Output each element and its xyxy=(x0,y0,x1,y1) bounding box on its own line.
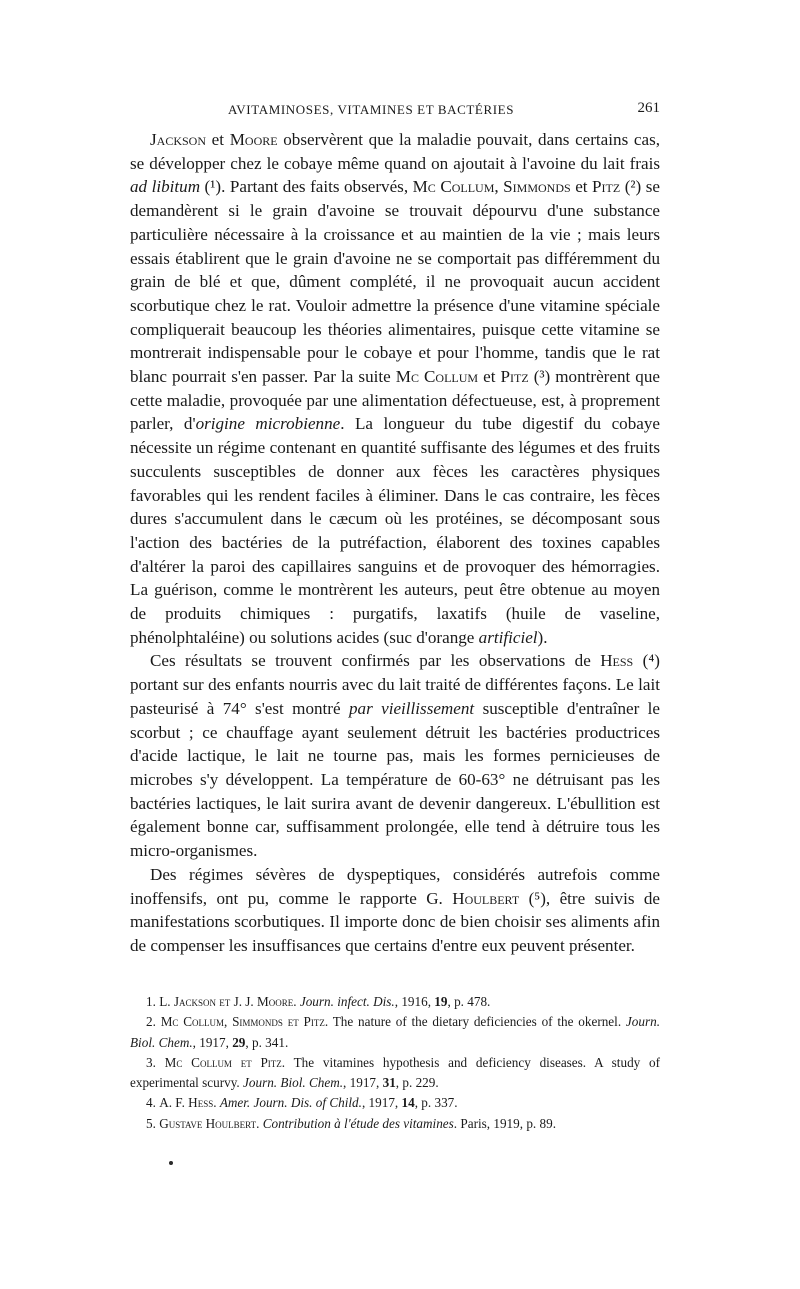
footnote-journal: Journ. Biol. Chem. xyxy=(243,1075,344,1091)
text-run: (¹). Partant des faits observés, xyxy=(200,177,413,197)
text-run: (⁴) portant sur des enfants nourris avec du lait traité de différentes façons. Le lait pasteurisé à 74° s'est montré xyxy=(130,651,660,718)
author-name: Mc Collum xyxy=(395,367,479,387)
body-text xyxy=(130,128,660,958)
author-name: Mc Collum, Simmonds xyxy=(412,177,571,197)
footnote-journal: Journ. infect. Dis. xyxy=(299,994,395,1009)
text-run: et xyxy=(570,177,593,197)
text-run: et xyxy=(206,130,230,149)
author-name: Pitz xyxy=(592,177,621,197)
footnote-volume: 14 xyxy=(401,1095,415,1111)
author-name: Pitz xyxy=(500,367,529,387)
text-run: Des régimes sévères de dyspeptiques, considérés autrefois comme inoffensifs, ont pu, comme le rapporte G. xyxy=(130,864,660,908)
author-name: Houlbert xyxy=(452,888,520,908)
footnote-authors: Mc Collum et Pitz. xyxy=(164,1054,286,1070)
text-run: observèrent que la maladie pouvait, dans certains cas, se développer chez le cobaye même quand on ajoutait à l'avoine du lait frais xyxy=(130,130,660,173)
footnote-rest: . Paris, 1919, p. 89. xyxy=(453,1115,556,1131)
footnotes xyxy=(130,992,660,1134)
text-run: (²) se demandèrent si le grain d'avoine se trouvait dépourvu d'une substance particulière nécessaire à la croissance et au maintien de la vie ; mais leurs essais établirent que le grain d'avoine ne se comportait pas différemment du grain de blé et que, dûment complété, il ne provoquait aucun accident scorbutique chez le rat. Vouloir admettre la présence d'une vitamine spéciale compliquerait beaucoup les théories alimentaires, puisque cette vitamine se montrerait indispensable pour le cobaye et pour l'homme, tandis que le rat blanc pourrait s'en passer. Par la suite xyxy=(130,177,660,387)
footnote-authors: A. F. Hess. xyxy=(159,1095,217,1111)
footnote-year: , 1917, xyxy=(361,1095,402,1111)
footnote-5 xyxy=(130,1114,660,1134)
footnote-volume: 29 xyxy=(232,1034,246,1050)
footnote-number: 4. xyxy=(146,1095,156,1111)
footnote-journal: Journ. Biol. Chem. xyxy=(130,1014,660,1050)
text-run: (³) montrèrent que cette maladie, provoquée par une alimentation défectueuse, est, à proprement parler, d' xyxy=(130,367,660,434)
footnote-2 xyxy=(130,1012,660,1053)
footnote-year: , 1917, xyxy=(192,1034,233,1050)
footnote-3 xyxy=(130,1053,660,1094)
text-run: Ces résultats se trouvent confirmés par les observations de xyxy=(150,651,601,671)
footnote-page: , p. 478. xyxy=(447,994,491,1009)
footnote-title: The nature of the dietary deficiencies of the okernel. xyxy=(328,1014,626,1030)
footnote-year: , 1916, xyxy=(394,994,435,1009)
footnote-authors: Gustave Houlbert. xyxy=(159,1115,260,1131)
footnote-authors: L. Jackson et J. J. Moore. xyxy=(159,994,297,1009)
page-number: 261 xyxy=(637,100,660,116)
text-run: (⁵), être suivis de manifestations scorbutiques. Il importe donc de bien choisir ses aliments afin de compenser les insuffisances que certains d'entre eux peuvent présenter. xyxy=(130,888,660,955)
ink-speck xyxy=(169,1161,173,1165)
page-header xyxy=(130,100,660,122)
footnote-journal: Amer. Journ. Dis. of Child. xyxy=(219,1095,362,1111)
paragraph-1 xyxy=(130,128,660,649)
italic-phrase: par vieillissement xyxy=(348,698,475,718)
author-name: Jackson xyxy=(150,130,206,149)
footnote-4 xyxy=(130,1093,660,1113)
footnote-page: , p. 337. xyxy=(414,1095,458,1111)
footnote-title: The vitamines hypothesis and deficiency diseases. A study of experimental scurvy. xyxy=(130,1054,660,1091)
footnote-page: , p. 341. xyxy=(245,1034,289,1050)
italic-phrase: origine microbienne xyxy=(195,414,341,434)
text-run: . La longueur du tube digestif du cobaye nécessite un régime contenant en quantité suffisante des légumes et des fruits succulents susceptibles de donner aux fèces les caractères physiques favorables qui les rendent faciles à éliminer. Dans le cas contraire, les fèces dures s'accumulent dans le cæcum où les protéines, se décomposant sous l'action des bactéries de la putréfaction, élaborent des toxines capables d'altérer la paroi des capillaires sanguins et de provoquer des hémorragies. La guérison, comme le montrèrent les auteurs, peut être obtenue au moyen de produits chimiques : purgatifs, laxatifs (huile de vaseline, phénolphtaléine) ou solutions acides (suc d'orange xyxy=(130,414,660,647)
italic-phrase: artificiel xyxy=(478,627,538,647)
text-run: susceptible d'entraîner le scorbut ; ce chauffage ayant seulement détruit les bactéries productrices d'acide lactique, le lait ne tourne pas, mais les formes pernicieuses de microbes s'y développent. La température de 60-63° ne détruisant pas les bactéries lactiques, le lait surira avant de devenir dangereux. L'ébullition est également bonne car, suffisamment prolongée, elle tend à détruire tous les micro-organismes. xyxy=(130,698,661,861)
footnote-authors: Mc Collum, Simmonds et Pitz. xyxy=(160,1014,329,1030)
text-run: et xyxy=(478,367,501,387)
paragraph-3 xyxy=(130,863,660,958)
paragraph-2 xyxy=(130,649,660,862)
footnote-number: 2. xyxy=(146,1014,156,1030)
footnote-volume: 19 xyxy=(434,994,448,1009)
footnote-page: , p. 229. xyxy=(395,1075,439,1091)
footnote-year: , 1917, xyxy=(343,1075,383,1091)
footnote-volume: 31 xyxy=(382,1075,396,1091)
footnote-number: 5. xyxy=(146,1115,156,1131)
text-run: ). xyxy=(537,627,548,647)
footnote-number: 1. xyxy=(146,994,156,1009)
footnote-1 xyxy=(130,992,660,1012)
italic-phrase: ad libitum xyxy=(130,177,201,197)
footnote-title: Contribution à l'étude des vitamines xyxy=(262,1115,454,1131)
author-name: Hess xyxy=(600,651,634,671)
footnote-number: 3. xyxy=(146,1054,156,1070)
running-title: AVITAMINOSES, VITAMINES ET BACTÉRIES xyxy=(228,102,515,117)
author-name: Moore xyxy=(229,130,278,149)
